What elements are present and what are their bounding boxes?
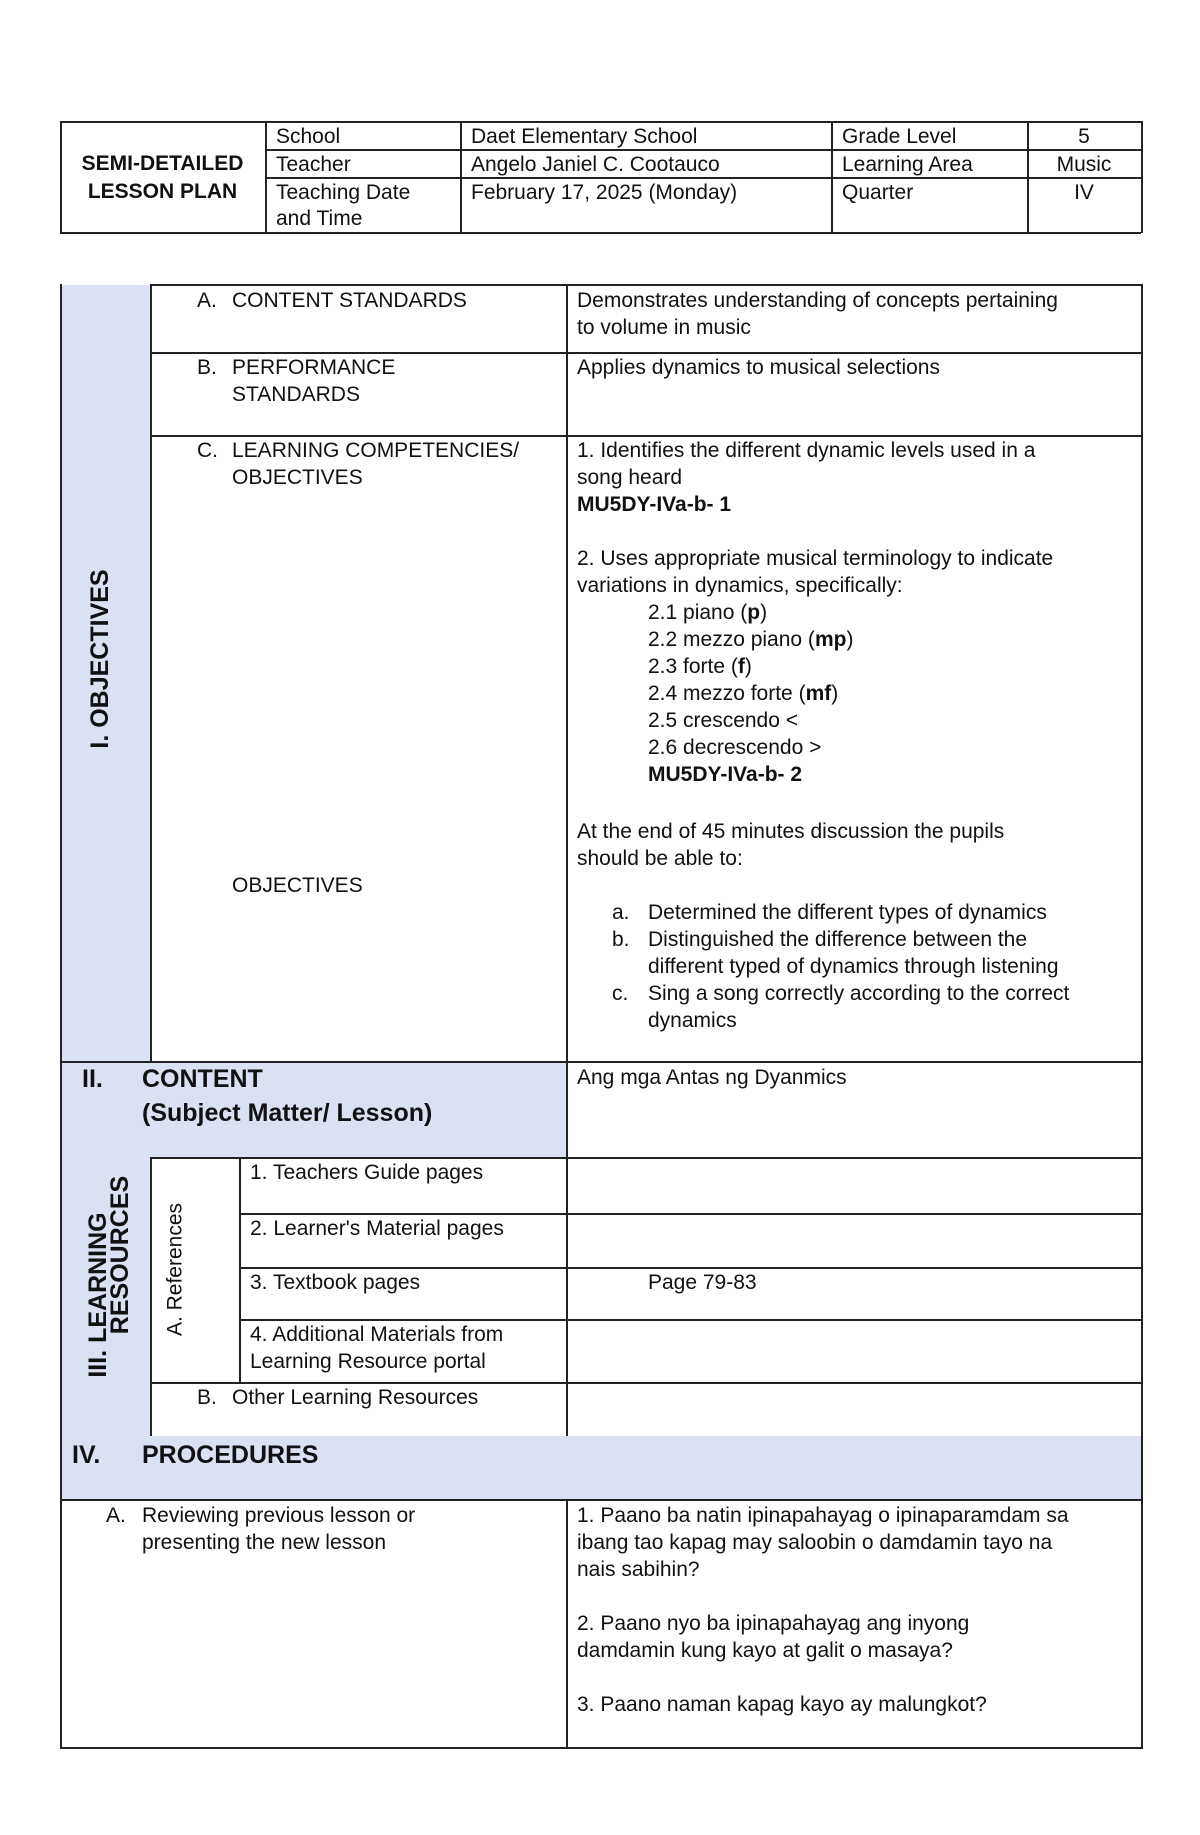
other-resources: Other Learning Resources bbox=[232, 1386, 479, 1409]
title-line-2: LESSON PLAN bbox=[87, 180, 238, 203]
competency-2-code: MU5DY-IVa-b- 2 bbox=[648, 763, 803, 786]
question-2-line-1: 2. Paano nyo ba ipinapahayag ang inyong bbox=[577, 1612, 970, 1635]
date-label-2: and Time bbox=[276, 207, 363, 230]
question-1-line-2: ibang tao kapag may saloobin o damdamin tayo na bbox=[577, 1531, 1053, 1554]
performance-standards-value: Applies dynamics to musical selections bbox=[577, 356, 940, 379]
content-label-2: (Subject Matter/ Lesson) bbox=[142, 1099, 433, 1127]
end-statement-1: At the end of 45 minutes discussion the pupils bbox=[577, 820, 1005, 843]
performance-standards-label-1: PERFORMANCE bbox=[232, 356, 396, 379]
performance-standards-label-2: STANDARDS bbox=[232, 383, 360, 406]
quarter-value: IV bbox=[1074, 181, 1094, 204]
teacher-value: Angelo Janiel C. Cootauco bbox=[471, 153, 720, 176]
other-resources-letter: B. bbox=[197, 1386, 217, 1409]
resource-additional-1: 4. Additional Materials from bbox=[250, 1323, 504, 1346]
question-1-line-1: 1. Paano ba natin ipinapahayag o ipinaparamdam sa bbox=[577, 1504, 1069, 1527]
grade-label: Grade Level bbox=[842, 125, 957, 148]
area-label: Learning Area bbox=[842, 153, 973, 176]
dynamic-term: 2.5 crescendo < bbox=[648, 709, 799, 732]
date-label-1: Teaching Date bbox=[276, 181, 411, 204]
competency-1-code: MU5DY-IVa-b- 1 bbox=[577, 493, 732, 516]
quarter-label: Quarter bbox=[842, 181, 914, 204]
content-standards-value-2: to volume in music bbox=[577, 316, 751, 339]
competencies-letter: C. bbox=[197, 439, 218, 462]
end-statement-2: should be able to: bbox=[577, 847, 743, 870]
objective-c-2: dynamics bbox=[648, 1009, 737, 1032]
objective-a: Determined the different types of dynamics bbox=[648, 901, 1047, 924]
question-3: 3. Paano naman kapag kayo ay malungkot? bbox=[577, 1693, 987, 1716]
content-value: Ang mga Antas ng Dyanmics bbox=[577, 1066, 847, 1089]
content-standards-value-1: Demonstrates understanding of concepts pertaining bbox=[577, 289, 1058, 312]
teacher-label: Teacher bbox=[276, 153, 351, 176]
content-standards-letter: A. bbox=[197, 289, 217, 312]
objective-b-1: Distinguished the difference between the bbox=[648, 928, 1028, 951]
objective-b-2: different typed of dynamics through listening bbox=[648, 955, 1059, 978]
procedure-a-label-2: presenting the new lesson bbox=[142, 1531, 386, 1554]
dynamic-term: 2.3 forte (f) bbox=[648, 655, 752, 678]
resource-textbook: 3. Textbook pages bbox=[250, 1271, 421, 1294]
dynamic-term: 2.6 decrescendo > bbox=[648, 736, 822, 759]
resources-side-label-2: RESOURCES bbox=[106, 1175, 134, 1335]
competency-1-line-1: 1. Identifies the different dynamic levels used in a bbox=[577, 439, 1036, 462]
school-label: School bbox=[276, 125, 341, 148]
date-value: February 17, 2025 (Monday) bbox=[471, 181, 738, 204]
area-value: Music bbox=[1056, 153, 1112, 176]
objective-c-letter: c. bbox=[612, 982, 629, 1005]
performance-standards-letter: B. bbox=[197, 356, 217, 379]
competency-1-line-2: song heard bbox=[577, 466, 683, 489]
resource-additional-2: Learning Resource portal bbox=[250, 1350, 486, 1373]
references-label: A. References bbox=[163, 1202, 187, 1337]
procedure-a-letter: A. bbox=[106, 1504, 126, 1527]
competency-2-line-1: 2. Uses appropriate musical terminology to indicate bbox=[577, 547, 1054, 570]
objective-b-letter: b. bbox=[612, 928, 630, 951]
school-value: Daet Elementary School bbox=[471, 125, 698, 148]
resource-textbook-pages: Page 79-83 bbox=[648, 1271, 757, 1294]
objectives-side-label: I. OBJECTIVES bbox=[86, 569, 114, 749]
objective-a-letter: a. bbox=[612, 901, 630, 924]
question-2-line-2: damdamin kung kayo at galit o masaya? bbox=[577, 1639, 953, 1662]
content-standards-label: CONTENT STANDARDS bbox=[232, 289, 467, 312]
resource-learners-material: 2. Learner's Material pages bbox=[250, 1217, 504, 1240]
resources-side-label-1: III. LEARNING bbox=[84, 1212, 112, 1378]
title-line-1: SEMI-DETAILED bbox=[81, 152, 244, 175]
objectives-label: OBJECTIVES bbox=[232, 874, 363, 897]
objective-c-1: Sing a song correctly according to the correct bbox=[648, 982, 1070, 1005]
competencies-label-1: LEARNING COMPETENCIES/ bbox=[232, 439, 520, 462]
dynamic-term: 2.1 piano (p) bbox=[648, 601, 768, 624]
grade-value: 5 bbox=[1078, 125, 1090, 148]
dynamic-term: 2.4 mezzo forte (mf) bbox=[648, 682, 839, 705]
content-label-1: CONTENT bbox=[142, 1065, 263, 1093]
procedures-label: PROCEDURES bbox=[142, 1441, 319, 1469]
resource-teachers-guide: 1. Teachers Guide pages bbox=[250, 1161, 484, 1184]
competencies-label-2: OBJECTIVES bbox=[232, 466, 363, 489]
question-1-line-3: nais sabihin? bbox=[577, 1558, 700, 1581]
procedure-a-label-1: Reviewing previous lesson or bbox=[142, 1504, 416, 1527]
dynamic-term: 2.2 mezzo piano (mp) bbox=[648, 628, 854, 651]
content-number: II. bbox=[82, 1065, 103, 1093]
competency-2-line-2: variations in dynamics, specifically: bbox=[577, 574, 903, 597]
procedures-number: IV. bbox=[72, 1441, 101, 1469]
